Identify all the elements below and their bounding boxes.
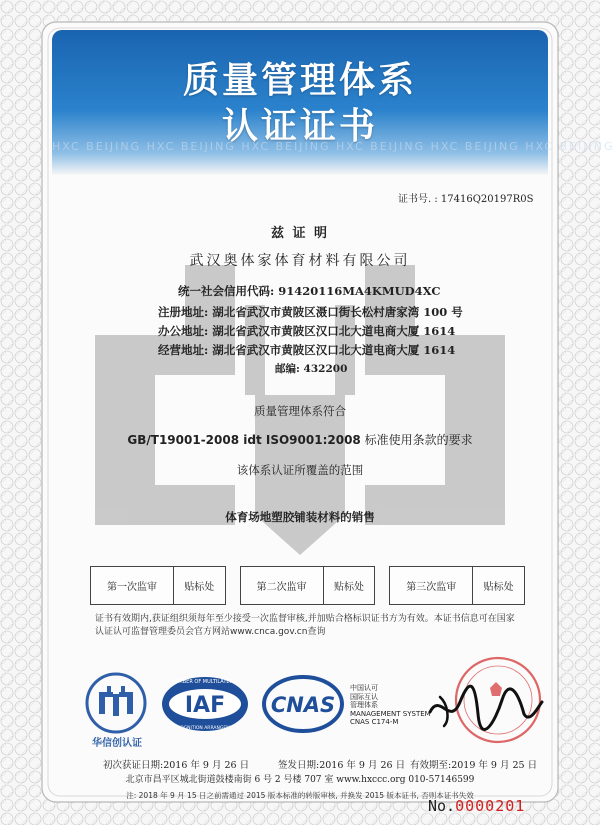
iaf-logo: [160, 675, 250, 733]
business-address-label: 经营地址:: [158, 343, 209, 357]
iaf-top-text: MEMBER OF MULTILATERAL: [170, 679, 240, 685]
credit-code-value: 91420116MA4KMUD4XC: [278, 284, 441, 298]
company-name: 武汉奥体家体育材料有限公司: [189, 253, 411, 269]
audit-3-label: 第三次监审: [390, 567, 473, 605]
business-address-line: [158, 342, 455, 358]
cnas-accreditation-text: [350, 684, 431, 727]
business-address-value: 湖北省武汉市黄陂区汉口北大道电商大厦 1614: [212, 343, 456, 357]
hx-logo-label: 华信创认证: [92, 738, 142, 749]
registered-address-label: 注册地址:: [158, 305, 209, 319]
certification-scope: 体育场地塑胶铺装材料的销售: [225, 510, 375, 524]
cnas-line-5: CNAS C174-M: [350, 718, 399, 726]
office-address-value: 湖北省武汉市黄陂区汉口北大道电商大厦 1614: [212, 324, 456, 338]
serial-number: [428, 797, 525, 815]
first-issue-value: 2016 年 9 月 26 日: [163, 760, 250, 771]
hx-logo: [85, 672, 147, 734]
issuer-address: 北京市昌平区城北街道鼓楼南街 6 号 2 号楼 707 室 www.hxccc.org 010-57146599: [125, 775, 475, 785]
certificate-number: 证书号. : 17416Q20197R0S: [398, 194, 534, 205]
credit-code-label: 统一社会信用代码:: [178, 284, 275, 298]
certify-heading: 兹 证 明: [270, 226, 330, 241]
audit-2-label: 第二次监审: [240, 567, 323, 605]
serial-value: 0000201: [455, 797, 526, 815]
cnas-line-2: 国际互认: [350, 692, 378, 701]
audit-1-label: 第一次监审: [91, 567, 174, 605]
registered-address-value: 湖北省武汉市黄陂区滠口街长松村唐家湾 100 号: [212, 305, 463, 319]
banner-pattern-text: HXC BEIJING HXC BEIJING HXC BEIJING HXC BEIJING HXC BEIJING HXC BEIJING: [52, 140, 614, 153]
first-issue-label: 初次获证日期:: [103, 760, 164, 771]
standard-suffix: 标准使用条款的要求: [360, 433, 473, 447]
cnas-logo: [262, 675, 344, 733]
cnas-line-3: 管理体系: [350, 701, 378, 709]
issue-label: 签发日期:: [278, 760, 320, 771]
iaf-text: IAF: [184, 693, 226, 718]
conform-text: 质量管理体系符合: [254, 404, 346, 418]
surveillance-audit-table: [90, 566, 525, 605]
first-issue-date: [103, 757, 249, 771]
certificate-title-line2: 认证证书: [221, 105, 378, 147]
postcode-value: 432200: [303, 363, 348, 375]
serial-prefix: No.: [428, 797, 456, 815]
registered-address-line: [158, 304, 463, 320]
audit-2-sticker: 贴标处: [323, 567, 375, 605]
standard-code: GB/T19001-2008 idt ISO9001:2008: [127, 433, 361, 447]
audit-1-sticker: 贴标处: [173, 567, 225, 605]
validity-notice: 证书有效期内,获证组织须每年至少接受一次监督审核,并加贴合格标识证书方为有效。本证书信息可在国家认证认可监督管理委员会官方网站www.cnca.gov.cn查询: [95, 614, 515, 637]
issue-value: 2016 年 9 月 26 日: [319, 760, 406, 771]
office-address-label: 办公地址:: [158, 324, 209, 338]
credit-code-line: [178, 283, 441, 299]
transition-footnote: 注: 2018 年 9 月 15 日之前需通过 2015 版本标准的转版审核, 并换发 2015 版本证书, 否则本证书失效: [126, 791, 474, 800]
office-address-line: [158, 323, 455, 339]
red-seal-and-signature: [420, 652, 550, 752]
cnas-line-1: 中国认可: [350, 684, 378, 692]
issue-date: [278, 757, 405, 771]
certificate-title-line1: 质量管理体系: [182, 59, 417, 101]
expiry-value: 2019 年 9 月 25 日: [451, 760, 538, 771]
scope-intro: 该体系认证所覆盖的范围: [236, 463, 364, 477]
standard-line: [0, 431, 600, 448]
cnas-text: CNAS: [270, 693, 336, 717]
iaf-bottom-text: RECOGNITION ARRANGEMENT: [170, 726, 240, 731]
expiry-label: 有效期至:: [410, 760, 452, 771]
postcode-label: 邮编:: [275, 363, 300, 375]
expiry-date: [410, 757, 537, 771]
audit-3-sticker: 贴标处: [473, 567, 525, 605]
cnas-line-4: MANAGEMENT SYSTEM: [350, 709, 431, 718]
postcode-line: [275, 361, 347, 376]
